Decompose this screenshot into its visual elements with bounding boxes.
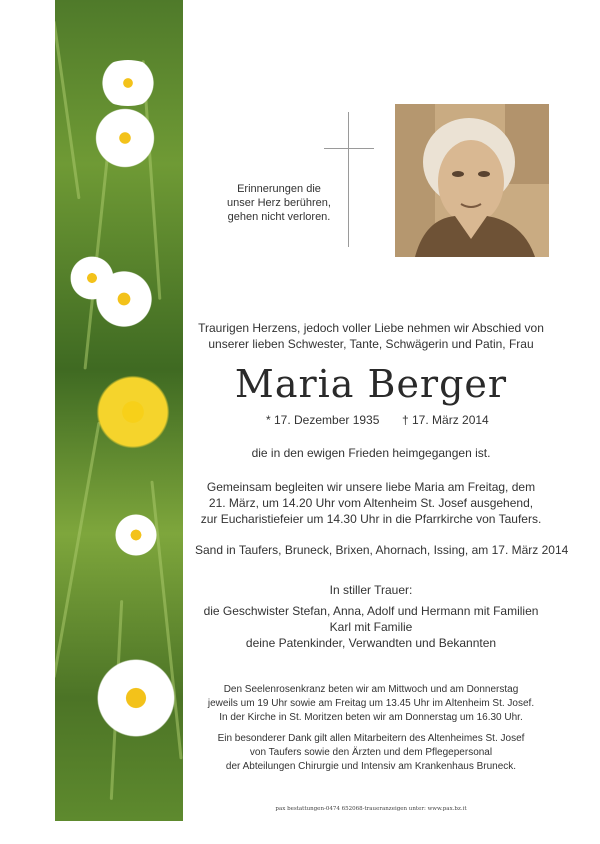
grass-blade [55, 422, 101, 679]
portrait-photo [395, 104, 549, 257]
rosary-line: Den Seelenrosenkranz beten wir am Mittwoch und am Donnerstag [223, 684, 519, 695]
rosary-line: jeweils um 19 Uhr sowie am Freitag um 13.45 Uhr im Altenheim St. Josef. [207, 698, 535, 709]
portrait-illustration [395, 104, 549, 257]
publisher-footer: pax bestattungen-0474 652068-traueranzeigen unter: www.pax.bz.it [275, 806, 467, 812]
dandelion-flower [90, 372, 176, 452]
mourner-line: deine Patenkinder, Verwandten und Bekannten [245, 636, 497, 650]
passed-line: die in den ewigen Frieden heimgegangen ist. [251, 446, 491, 460]
mourners-list [195, 603, 547, 651]
rosary-line: In der Kirche in St. Moritzen beten wir am Donnerstag um 16.30 Uhr. [219, 712, 523, 723]
mourning-heading: In stiller Trauer: [329, 583, 413, 597]
death-date: † 17. März 2014 [402, 413, 489, 427]
daisy-flower-strip [55, 0, 183, 821]
funeral-line: zur Eucharistiefeier um 14.30 Uhr in die Pfarrkirche von Taufers. [200, 512, 542, 526]
intro-text [195, 320, 547, 352]
quote-line: gehen nicht verloren. [227, 211, 331, 223]
funeral-info [195, 479, 547, 527]
memorial-quote [215, 182, 343, 224]
thanks-line: Ein besonderer Dank gilt allen Mitarbeitern des Altenheimes St. Josef [217, 733, 525, 744]
quote-line: unser Herz berühren, [227, 197, 331, 209]
deceased-name: Maria Berger [234, 362, 508, 406]
mourner-line: die Geschwister Stefan, Anna, Adolf und Hermann mit Familien [203, 604, 539, 618]
thanks-line: der Abteilungen Chirurgie und Intensiv am Krankenhaus Bruneck. [225, 761, 517, 772]
cross-horizontal [324, 148, 374, 149]
place-date [195, 542, 569, 558]
thanks-line: von Taufers sowie den Ärzten und dem Pflegepersonal [249, 747, 493, 758]
mourning-heading-block [195, 582, 547, 598]
mourner-line: Karl mit Familie [329, 620, 413, 634]
place-date-line: Sand in Taufers, Bruneck, Brixen, Ahornach, Issing, am 17. März 2014 [195, 543, 569, 557]
daisy-flower [93, 655, 179, 741]
rosary-info [195, 683, 547, 725]
daisy-flower [93, 60, 163, 106]
daisy-flower [90, 108, 160, 168]
grass-blade [55, 21, 81, 200]
daisy-flower [93, 268, 155, 330]
daisy-flower [113, 512, 159, 558]
quote-line: Erinnerungen die [237, 183, 321, 195]
intro-line: Traurigen Herzens, jedoch voller Liebe nehmen wir Abschied von [198, 321, 544, 335]
intro-line: unserer lieben Schwester, Tante, Schwägerin und Patin, Frau [208, 337, 534, 351]
thanks-info [195, 732, 547, 774]
passed-text [195, 445, 547, 461]
funeral-line: 21. März, um 14.20 Uhr vom Altenheim St. Josef ausgehend, [208, 496, 534, 510]
birth-date: * 17. Dezember 1935 [266, 413, 380, 427]
cross-vertical [348, 112, 349, 247]
funeral-line: Gemeinsam begleiten wir unsere liebe Maria am Freitag, dem [206, 480, 536, 494]
